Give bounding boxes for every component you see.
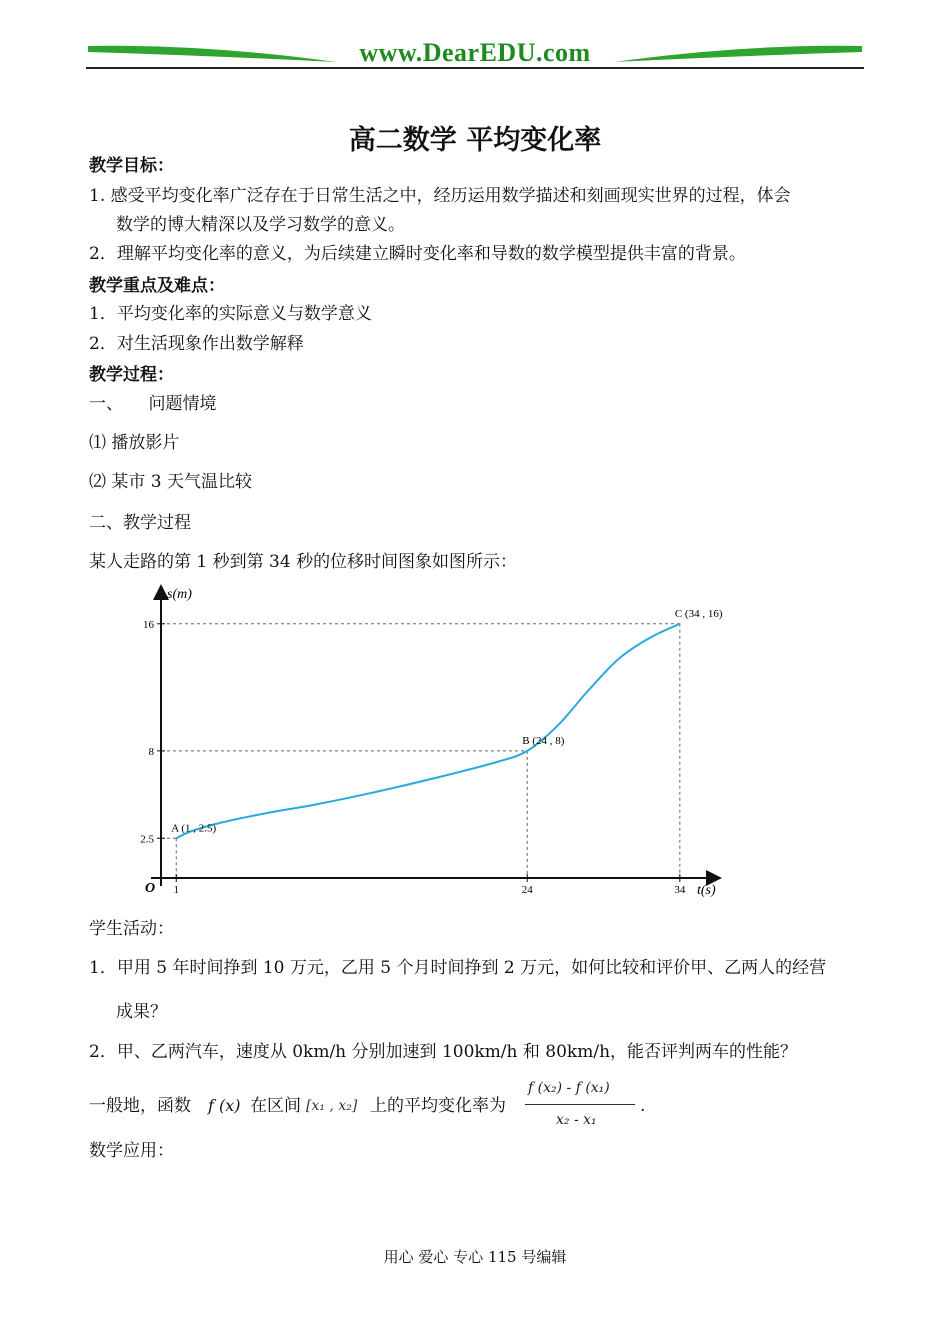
section-two-heading: 二、教学过程 (89, 513, 191, 533)
x-tick-label: 24 (521, 884, 533, 896)
function-notation: f (x) (208, 1096, 241, 1115)
goals-heading: 教学目标： (89, 156, 174, 176)
section-one-item-2: ⑵ 某市 3 天气温比较 (89, 472, 253, 492)
y-tick-label: 2.5 (140, 833, 154, 846)
y-tick-label: 8 (148, 745, 154, 758)
formula-sentence-end: 上的平均变化率为 (370, 1096, 506, 1116)
goal-1-line-a: 1. 感受平均变化率广泛存在于日常生活之中，经历运用数学描述和刻画现实世界的过程，体会 (89, 186, 791, 206)
x-tick-label: 1 (173, 884, 180, 896)
goal-1-line-b: 数学的博大精深以及学习数学的意义。 (116, 215, 405, 235)
chart-intro: 某人走路的第 1 秒到第 34 秒的位移时间图象如图所示： (89, 552, 518, 572)
formula-sentence-start: 一般地，函数 (89, 1096, 191, 1116)
point-label-A: A (1 , 2.5) (171, 822, 217, 835)
fraction-denominator: x₂ - x₁ (556, 1112, 597, 1128)
section-one-heading: 一、 问题情境 (89, 394, 217, 414)
displacement-time-chart (136, 578, 736, 898)
page-title: 高二数学 平均变化率 (348, 125, 602, 156)
key-point-1: 1．平均变化率的实际意义与数学意义 (89, 304, 372, 324)
formula-sentence-mid: 在区间 (250, 1096, 301, 1116)
header-rule (86, 67, 864, 69)
point-label-C: C (34 , 16) (674, 607, 723, 620)
key-points-heading: 教学重点及难点： (89, 276, 225, 296)
x-tick-label: 34 (674, 884, 686, 896)
site-header (86, 38, 864, 72)
process-heading: 教学过程： (89, 365, 174, 385)
interval-notation: [x₁ , x₂] (306, 1098, 358, 1114)
application-heading: 数学应用： (89, 1141, 174, 1161)
activity-2: 2．甲、乙两汽车，速度从 0km/h 分别加速到 100km/h 和 80km/h，能否评判两车的性能？ (89, 1042, 798, 1062)
formula-period: . (640, 1096, 646, 1116)
x-axis-label: t(s) (697, 883, 716, 898)
goal-2: 2．理解平均变化率的意义，为后续建立瞬时变化率和导数的数学模型提供丰富的背景。 (89, 244, 746, 264)
y-tick-label: 16 (143, 618, 154, 631)
activity-heading: 学生活动： (89, 919, 174, 939)
activity-1-line-a: 1．甲用 5 年时间挣到 10 万元，乙用 5 个月时间挣到 2 万元，如何比较和评价甲、乙两人的经营 (89, 958, 827, 978)
site-logo-text: www.DearEDU.com (359, 38, 591, 67)
key-point-2: 2．对生活现象作出数学解释 (89, 334, 304, 354)
fraction-bar (525, 1104, 635, 1105)
page-footer: 用心 爱心 专心 115 号编辑 (383, 1248, 567, 1266)
series-line (176, 624, 680, 839)
point-label-B: B (24 , 8) (522, 734, 565, 747)
fraction-numerator: f (x₂) - f (x₁) (528, 1080, 610, 1096)
activity-1-line-b: 成果？ (116, 1002, 167, 1022)
section-one-item-1: ⑴ 播放影片 (89, 433, 180, 453)
origin-label: O (145, 881, 156, 896)
y-axis-label: s(m) (167, 587, 192, 602)
